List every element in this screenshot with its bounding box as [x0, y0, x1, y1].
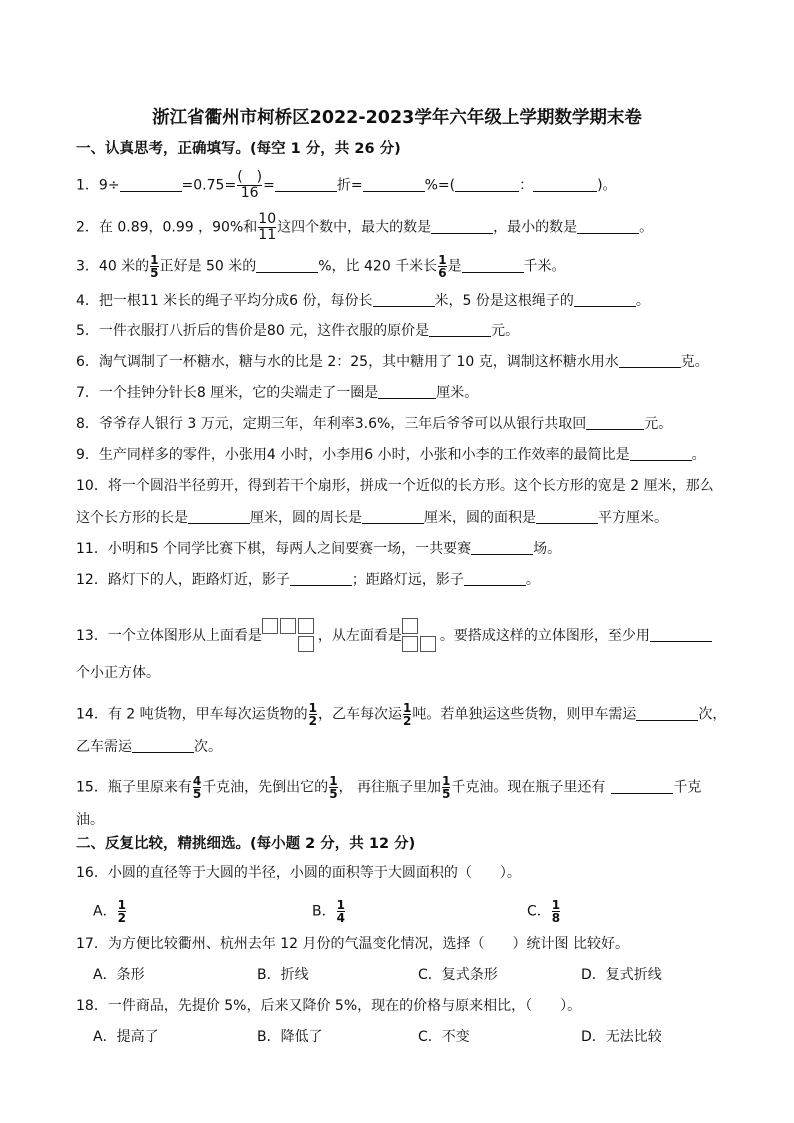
option-a[interactable]: A．条形 — [93, 967, 145, 983]
left-view-figure — [402, 618, 440, 654]
option-c[interactable]: C．不变 — [418, 1029, 470, 1045]
option-d[interactable]: D．复式折线 — [581, 967, 662, 983]
option-a[interactable]: A． $\frac{1}{2}$ — [93, 898, 126, 925]
answer-blank[interactable] — [275, 177, 337, 192]
page-title: 浙江省衢州市柯桥区2022-2023学年六年级上学期数学期末卷 — [152, 108, 642, 128]
question-10-line2: 这个长方形的长是 厘米，圆的周长是 厘米，圆的面积是 平方厘米。 — [76, 510, 668, 526]
question-12: 12．路灯下的人，距路灯近，影子 ；距路灯远，影子 。 — [76, 572, 540, 588]
question-18: 18．一件商品，先提价 5%，后来又降价 5%，现在的价格与原来相比，（ ）。 — [76, 998, 582, 1014]
fraction: $\frac{1}{5}$ — [150, 253, 159, 280]
answer-blank[interactable] — [611, 779, 673, 794]
answer-blank[interactable] — [455, 177, 519, 192]
question-1: 1．9÷ =0.75= ( ) 16 = 折= %=( ： )。 — [76, 169, 617, 201]
option-b[interactable]: B．折线 — [257, 967, 309, 983]
section-1-heading: 一、认真思考，正确填写。(每空 1 分，共 26 分) — [76, 141, 401, 157]
fraction: $\frac{1}{5}$ — [442, 774, 451, 801]
fraction: $\frac{1}{2}$ — [117, 898, 126, 925]
question-9: 9．生产同样多的零件，小张用4 小时，小李用6 小时，小张和小李的工作效率的最简比是 。 — [76, 447, 706, 463]
answer-blank[interactable] — [256, 258, 318, 273]
fraction: $\frac{1}{5}$ — [329, 774, 338, 801]
question-3: 3．40 米的 $\frac{1}{5}$ 正好是 50 米的 %，比 420 千米长 $\frac{1}{6}$ 是 千米。 — [76, 253, 566, 280]
question-17: 17．为方便比较衢州、杭州去年 12 月份的气温变化情况，选择（ ）统计图 比较好。 — [76, 936, 629, 952]
question-11: 11．小明和5 个同学比赛下棋，每两人之间要赛一场，一共要赛 场。 — [76, 541, 562, 557]
answer-blank[interactable] — [188, 509, 250, 524]
question-5: 5．一件衣服打八折后的售价是80 元，这件衣服的原价是 元。 — [76, 323, 520, 339]
answer-blank[interactable] — [362, 509, 424, 524]
option-d[interactable]: D．无法比较 — [581, 1029, 662, 1045]
fraction: $\frac{1}{8}$ — [551, 898, 561, 925]
question-6: 6．淘气调制了一杯糖水，糖与水的比是 2：25，其中糖用了 10 克，调制这杯糖水用水 克。 — [76, 354, 709, 370]
answer-blank[interactable] — [574, 292, 636, 307]
question-14-line2: 乙车需运 次。 — [76, 739, 222, 755]
answer-blank[interactable] — [586, 415, 644, 430]
fraction: ( ) 16 — [237, 169, 263, 201]
question-8: 8．爷爷存人银行 3 万元，定期三年，年利率3.6%，三年后爷爷可以从银行共取回 元。 — [76, 416, 673, 432]
option-c[interactable]: C． $\frac{1}{8}$ — [527, 898, 561, 925]
answer-blank[interactable] — [132, 738, 194, 753]
answer-blank[interactable] — [290, 571, 352, 586]
fraction: $\frac{1}{2}$ — [402, 701, 412, 728]
question-2: 2．在 0.89，0.99 ，90%和 $\frac{10}{11}$ 这四个数中，最大的数是 ，最小的数是 。 — [76, 211, 654, 243]
option-c[interactable]: C．复式条形 — [418, 967, 498, 983]
question-14: 14．有 2 吨货物，甲车每次运货物的 $\frac{1}{2}$ ，乙车每次运 $\frac{1}{2}$ 吨。若单独运这些货物，则甲车需运 次， — [76, 701, 727, 728]
question-13: 13．一个立体图形从上面看是 ，从左面看是 。要搭成这样的立体图形，至少用 — [76, 618, 712, 654]
answer-blank[interactable] — [650, 627, 712, 642]
fraction: $\frac{4}{5}$ — [192, 774, 202, 801]
answer-blank[interactable] — [431, 219, 493, 234]
answer-blank[interactable] — [120, 177, 182, 192]
option-b[interactable]: B．降低了 — [257, 1029, 323, 1045]
answer-blank[interactable] — [373, 292, 435, 307]
answer-blank[interactable] — [577, 219, 639, 234]
fraction: $\frac{1}{6}$ — [438, 253, 447, 280]
option-b[interactable]: B． $\frac{1}{4}$ — [312, 898, 345, 925]
answer-blank[interactable] — [429, 322, 491, 337]
answer-blank[interactable] — [533, 177, 597, 192]
fraction: $\frac{10}{11}$ — [258, 211, 277, 243]
question-10: 10．将一个圆沿半径剪开，得到若干个扇形，拼成一个近似的长方形。这个长方形的宽是 2 厘米，那么 — [76, 478, 714, 494]
answer-blank[interactable] — [536, 509, 598, 524]
answer-blank[interactable] — [363, 177, 425, 192]
section-2-heading: 二、反复比较，精挑细选。(每小题 2 分，共 12 分) — [76, 836, 416, 852]
question-16: 16．小圆的直径等于大圆的半径，小圆的面积等于大圆面积的（ ）。 — [76, 865, 521, 881]
answer-blank[interactable] — [462, 258, 524, 273]
option-a[interactable]: A．提高了 — [93, 1029, 159, 1045]
question-7: 7．一个挂钟分针长8 厘米，它的尖端走了一圈是 厘米。 — [76, 385, 479, 401]
answer-blank[interactable] — [636, 706, 698, 721]
answer-blank[interactable] — [471, 540, 533, 555]
top-view-figure — [262, 618, 318, 654]
question-15-line2: 油。 — [76, 812, 104, 828]
question-13-line2: 个小正方体。 — [76, 665, 160, 681]
question-15: 15．瓶子里原来有 $\frac{4}{5}$ 千克油，先倒出它的 $\frac{1}{5}$ ， 再往瓶子里加 $\frac{1}{5}$ 千克油。现在瓶子里还有 千克 — [76, 774, 702, 801]
fraction: $\frac{1}{4}$ — [336, 898, 345, 925]
answer-blank[interactable] — [619, 353, 681, 368]
answer-blank[interactable] — [464, 571, 526, 586]
answer-blank[interactable] — [630, 446, 692, 461]
fraction: $\frac{1}{2}$ — [308, 701, 317, 728]
question-4: 4．把一根11 米长的绳子平均分成6 份，每份长 米，5 份是这根绳子的 。 — [76, 293, 650, 309]
answer-blank[interactable] — [378, 384, 436, 399]
